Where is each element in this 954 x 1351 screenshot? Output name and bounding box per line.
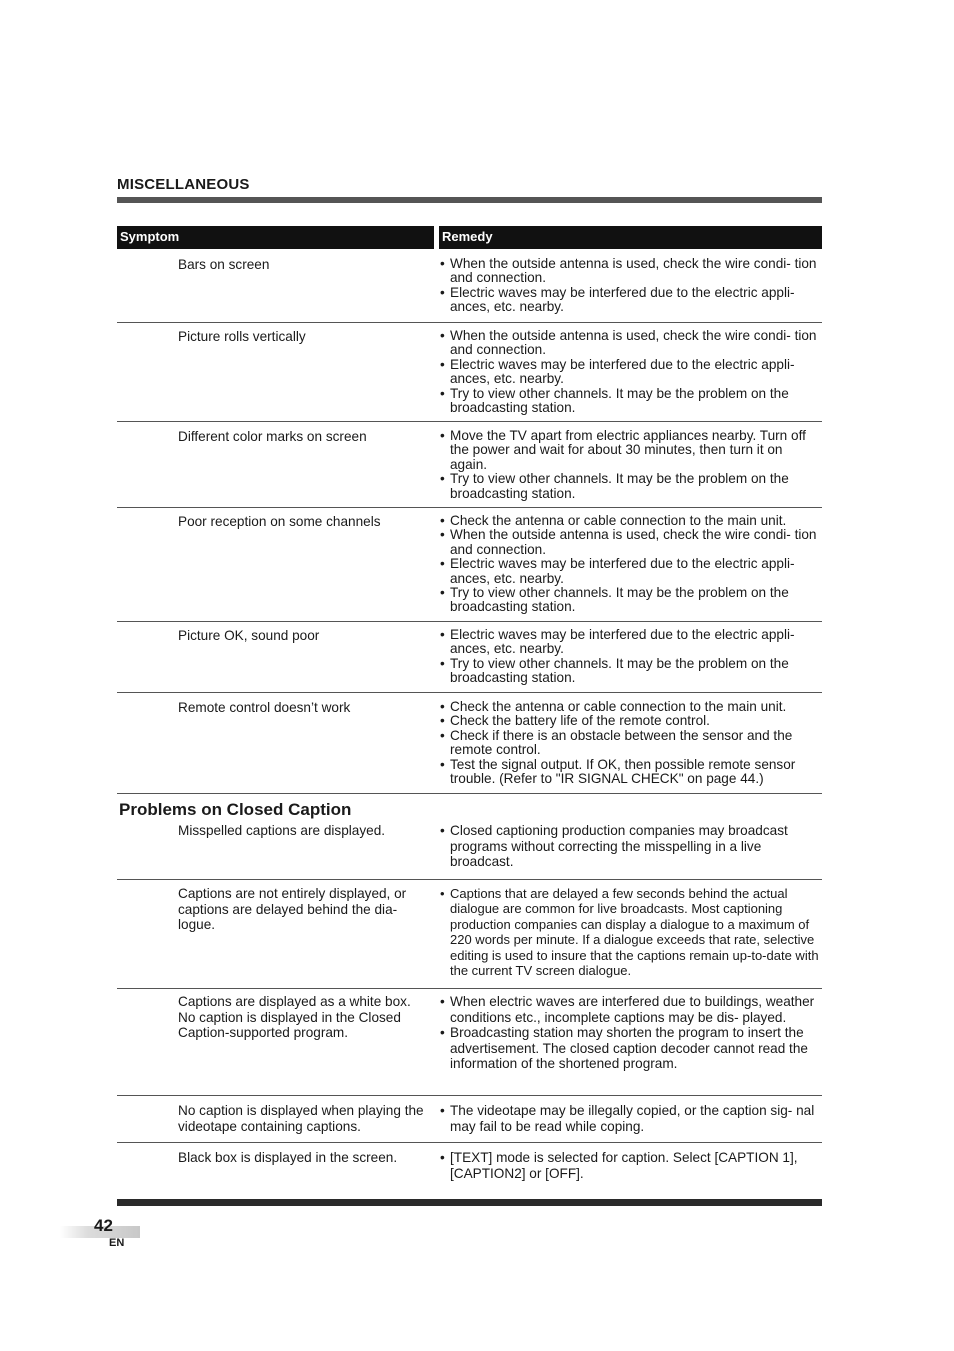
remedy-item: • Check the antenna or cable connection to the main unit. xyxy=(439,700,823,714)
remedy-item: • Electric waves may be interfered due to the electric appli- ances, etc. nearby. xyxy=(439,286,823,315)
remedy-item: • Electric waves may be interfered due to the electric appli- ances, etc. nearby. xyxy=(439,557,823,586)
symptom-text: Black box is displayed in the screen. xyxy=(178,1150,398,1165)
remedy-list xyxy=(439,257,823,315)
row-divider xyxy=(117,507,822,508)
symptom-text: Bars on screen xyxy=(178,257,270,272)
symptom-text: Picture rolls vertically xyxy=(178,329,306,344)
remedy-item: • [TEXT] mode is selected for caption. Select [CAPTION 1], [CAPTION2] or [OFF]. xyxy=(439,1150,823,1181)
remedy-list xyxy=(439,994,823,1072)
remedy-header: Remedy xyxy=(439,226,822,249)
remedy-item: • Check the antenna or cable connection to the main unit. xyxy=(439,514,823,528)
symptom-text: Captions are not entirely displayed, or captions are delayed behind the dia- logue. xyxy=(178,886,407,932)
symptom-text: Remote control doesn’t work xyxy=(178,700,351,715)
remedy-item: • Try to view other channels. It may be the problem on the broadcasting station. xyxy=(439,586,823,615)
remedy-list xyxy=(439,886,823,978)
remedy-item: • Move the TV apart from electric appliances nearby. Turn off the power and wait for about 30 minutes, then turn it on again. xyxy=(439,429,823,472)
closed-caption-title: Problems on Closed Caption xyxy=(119,800,352,819)
remedy-list xyxy=(439,429,823,501)
bottom-rule xyxy=(117,1199,822,1206)
symptom-text: Picture OK, sound poor xyxy=(178,628,320,643)
symptom-text: Different color marks on screen xyxy=(178,429,367,444)
remedy-item: • When the outside antenna is used, check the wire condi- tion and connection. xyxy=(439,257,823,286)
remedy-item: • Check the battery life of the remote control. xyxy=(439,714,823,728)
row-divider xyxy=(117,793,822,794)
row-divider xyxy=(117,692,822,693)
remedy-list xyxy=(439,1150,823,1181)
remedy-item: • The videotape may be illegally copied, or the caption sig- nal may fail to be read while coping. xyxy=(439,1103,823,1134)
remedy-list xyxy=(439,700,823,786)
remedy-item: • Try to view other channels. It may be the problem on the broadcasting station. xyxy=(439,657,823,686)
remedy-item: • Try to view other channels. It may be the problem on the broadcasting station. xyxy=(439,472,823,501)
remedy-list xyxy=(439,1103,823,1134)
section-title: MISCELLANEOUS xyxy=(117,176,250,193)
row-divider xyxy=(117,322,822,323)
remedy-item: • Closed captioning production companies may broadcast programs without correcting the misspelling in a live broadcast. xyxy=(439,823,823,870)
remedy-item: • When the outside antenna is used, check the wire condi- tion and connection. xyxy=(439,528,823,557)
symptom-header: Symptom xyxy=(117,226,434,249)
remedy-item: • Captions that are delayed a few seconds behind the actual dialogue are common for live broadcasts. Most captioning production companies can display a dialogue to a maximum of 220 words per minute. If a dialogue exceeds that rate, selective editing is used to insure that the captions remain up-to-date with the current TV screen dialogue. xyxy=(439,886,823,978)
row-divider xyxy=(117,1095,822,1096)
symptom-text: Captions are displayed as a white box. No caption is displayed in the Closed Caption-supported program. xyxy=(178,994,411,1040)
symptom-text: Misspelled captions are displayed. xyxy=(178,823,386,838)
remedy-list xyxy=(439,514,823,615)
symptom-text: Poor reception on some channels xyxy=(178,514,381,529)
symptom-text: No caption is displayed when playing the videotape containing captions. xyxy=(178,1103,424,1134)
remedy-list xyxy=(439,823,823,870)
remedy-item: • Try to view other channels. It may be the problem on the broadcasting station. xyxy=(439,387,823,416)
row-divider xyxy=(117,988,822,989)
remedy-item: • Check if there is an obstacle between the sensor and the remote control. xyxy=(439,729,823,758)
top-rule xyxy=(117,197,822,203)
remedy-list xyxy=(439,329,823,415)
remedy-item: • Test the signal output. If OK, then possible remote sensor trouble. (Refer to "IR SIGNAL CHECK" on page 44.) xyxy=(439,758,823,787)
row-divider xyxy=(117,621,822,622)
page-language: EN xyxy=(109,1237,125,1249)
remedy-item: • When electric waves are interfered due to buildings, weather conditions etc., incomplete captions may be dis- played. xyxy=(439,994,823,1025)
row-divider xyxy=(117,421,822,422)
remedy-item: • Broadcasting station may shorten the program to insert the advertisement. The closed caption decoder cannot read the information of the shortened program. xyxy=(439,1025,823,1072)
remedy-item: • When the outside antenna is used, check the wire condi- tion and connection. xyxy=(439,329,823,358)
page-number: 42 xyxy=(94,1216,113,1235)
row-divider xyxy=(117,1142,822,1143)
remedy-list xyxy=(439,628,823,686)
row-divider xyxy=(117,879,822,880)
remedy-item: • Electric waves may be interfered due to the electric appli- ances, etc. nearby. xyxy=(439,628,823,657)
remedy-item: • Electric waves may be interfered due to the electric appli- ances, etc. nearby. xyxy=(439,358,823,387)
